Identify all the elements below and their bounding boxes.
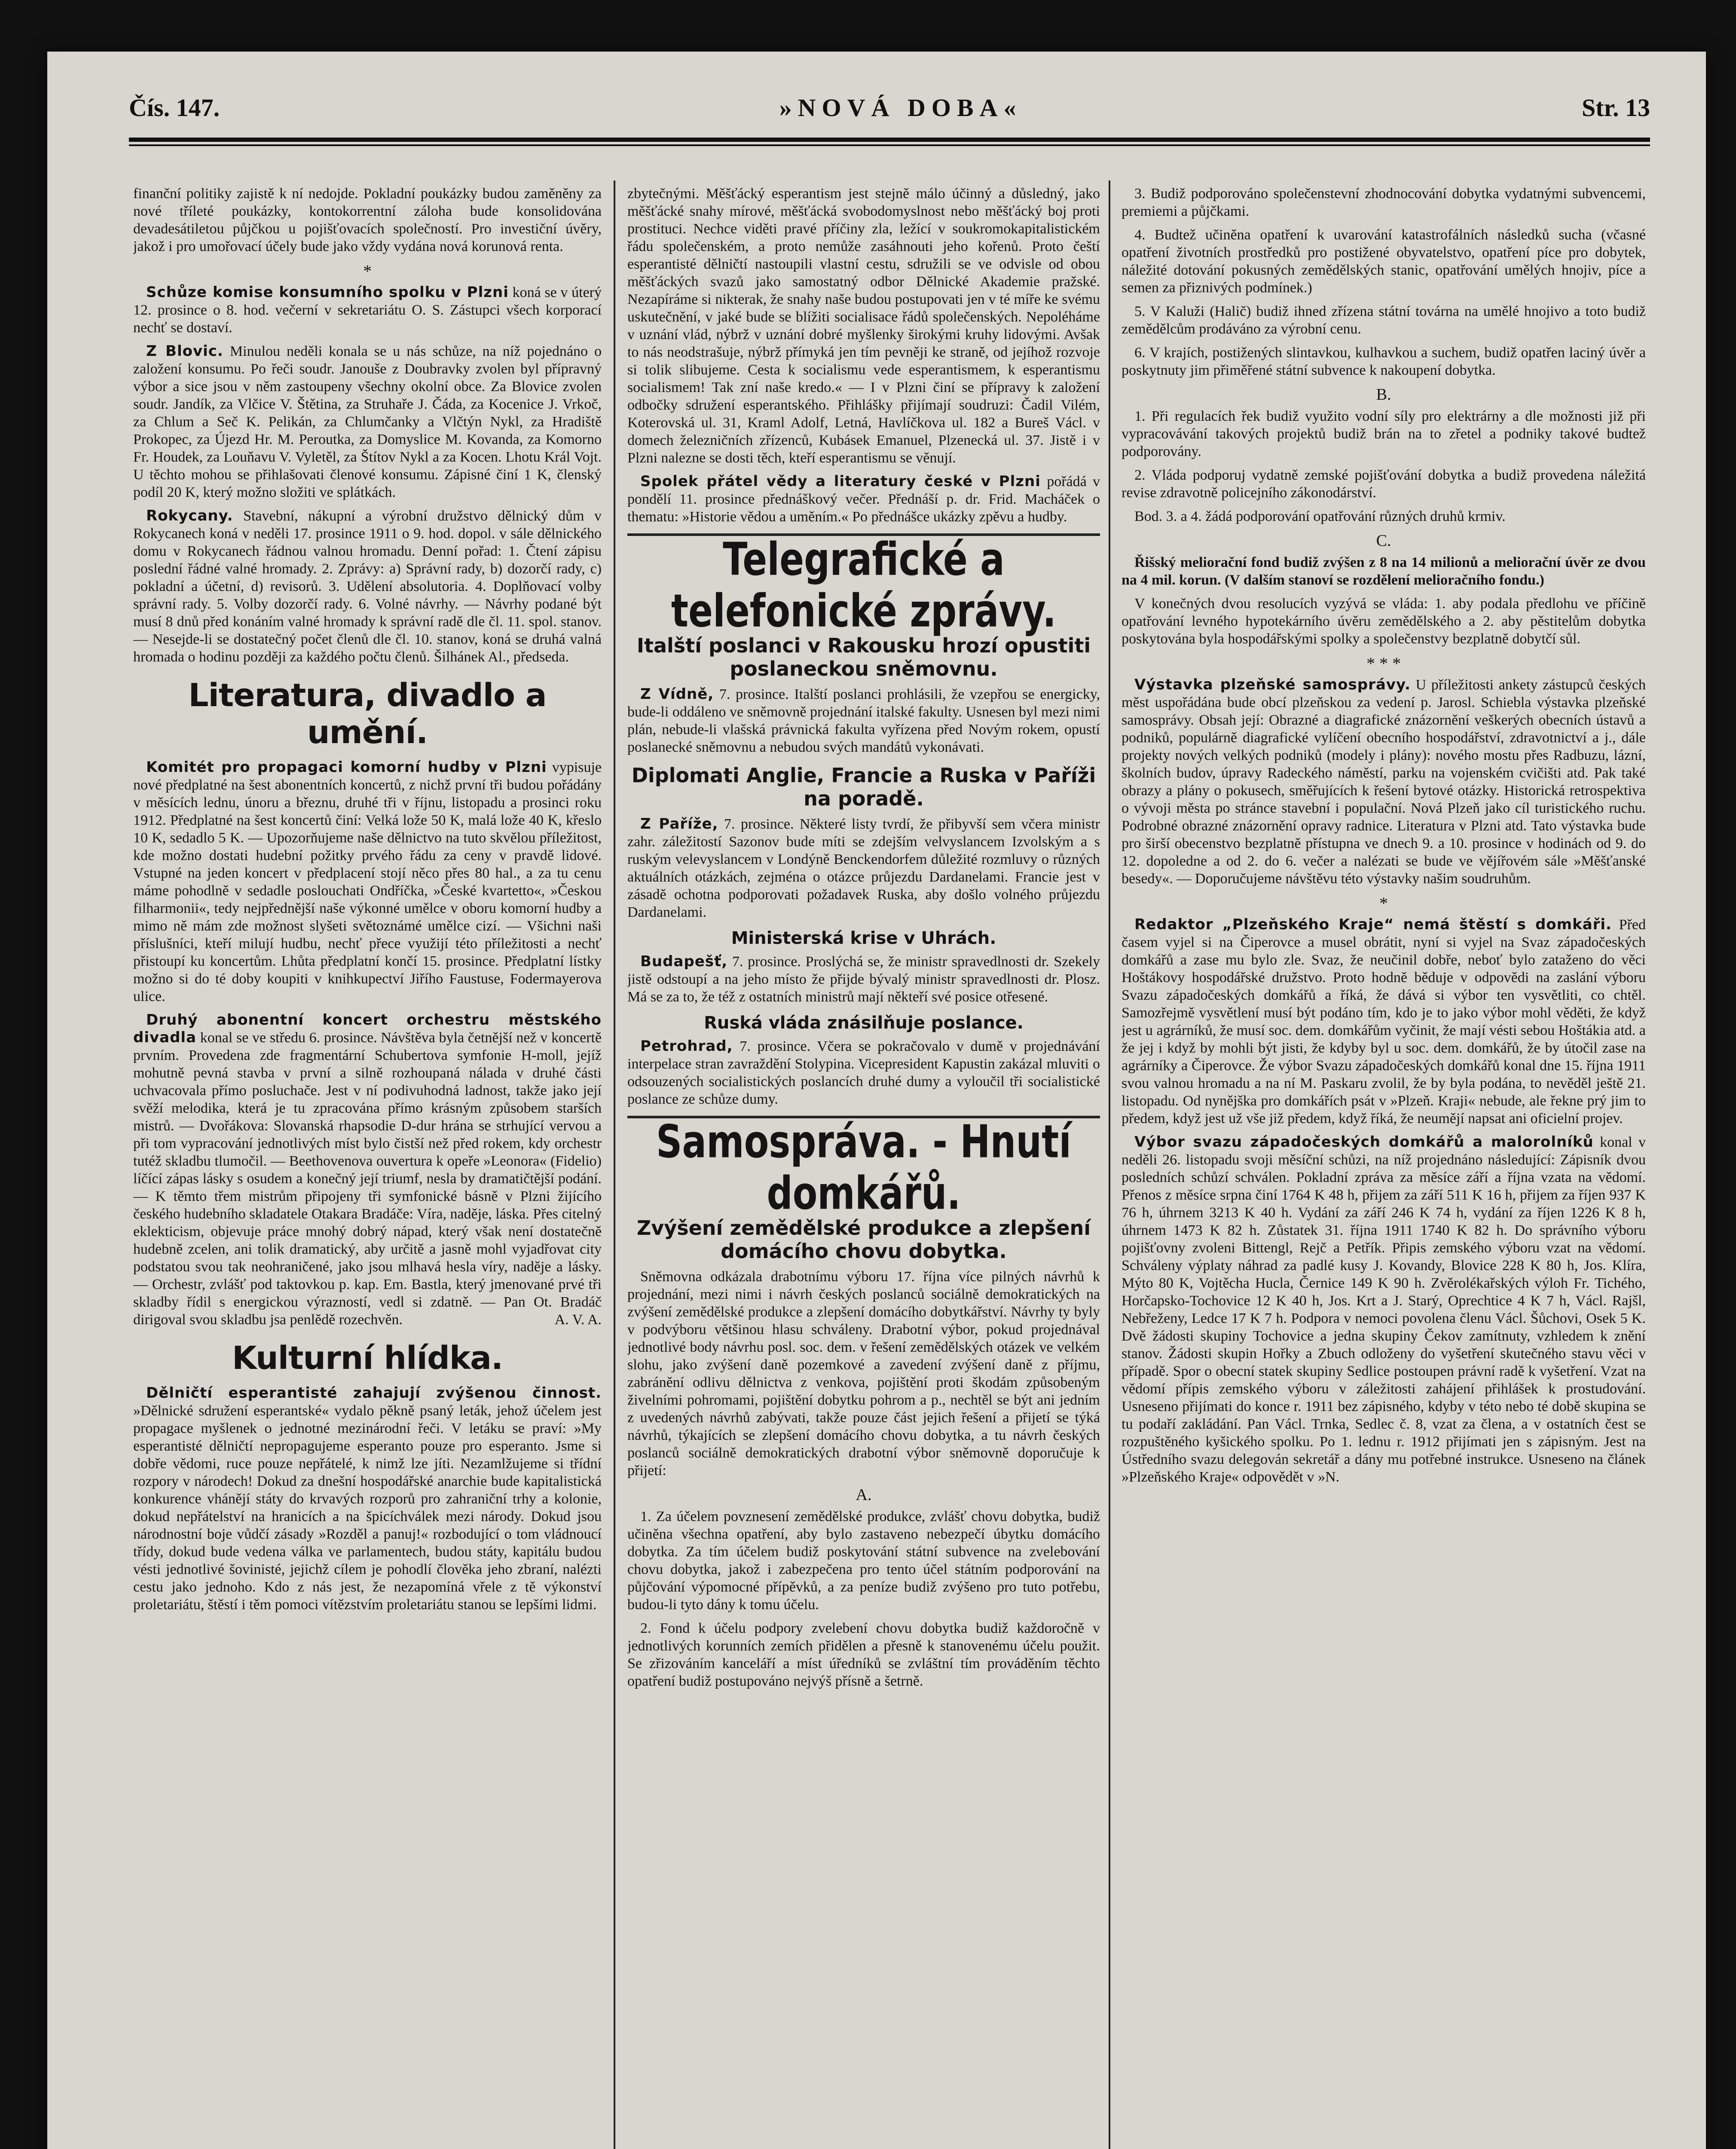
column-divider-1 [614, 181, 615, 2149]
resolution-a6: 6. V krajích, postižených slintavkou, kulhavkou a suchem, budiž opatřen laciný úvěr a poskytnuty jim přiměřené státní subvence k nakoupení dobytka. [1122, 345, 1646, 378]
section-heading-literatura: Literatura, divadlo a umění. [188, 677, 547, 751]
separator-star: * [363, 261, 372, 281]
article-esperanto-continued: zbytečnými. Měšťácký esperantism jest stejně málo účinný a důsledný, jako měšťácké snahy mírové, měšťácká svobodomyslnost nebo měšťácký boj proti prostituci. Nechce viděti pravé příčiny zla, ležící v soukromokapitalistickém řádu společenském, a proto nemůže zasáhnouti jeho kořenů. Proto čeští esperantisté dělničtí nastoupili vlastní cestu, sdružili se ve odvisle od obou měšťáckých svazů jako samostatný odbor Dělnické Akademie pražské. Nezapíráme si nikterak, že snahy naše budou postupovati jen v té míře ke svému uskutečnění, v jaké bude se blížiti socialisace řádů společenských. Nepoléháme v uznání vlád, nýbrž v uznání dobré myšlenky širokými kruhy lidovými. Avšak to nás neodstrašuje, nýbrž přímyká jen tím pevněji ke straně, od jejíhož rozvoje si tolik slibujeme. Cesta k socialismu vede esperantismem, k esperantismu socialismem! Tak zní naše kredo.« — I v Plzni činí se přípravy k založení odbočky sdružení esperantského. Přihlášky přijímají soudruzi: Čadil Vilém, Koterovská ul. 31, Kraml Adolf, Letná, Havlíčkova ul. 182 a Bureš Václ. v domech železničních zřízenců, Kubásek Emanuel, Plzenecká ul. 37. Jistě i v Plzni nalezne se dosti těch, kteří esperantismu se věnují. [627, 186, 1100, 466]
resolution-c1: Řišský meliorační fond budiž zvýšen z 8 na 14 milionů a meliorační úvěr ze dvou na 4 mil. korun. (V dalším stanoví se rozdělení melioračního fondu.) [1122, 554, 1646, 588]
article-vienna: Z Vídně, 7. prosince. Italští poslanci prohlásili, že vzepřou se energicky, bude-li oddáleno ve sněmovně projednání italské fakulty. Usnesen byl mezi nimi plán, nebude-li vlašská právnická fakulta vyřízena před Novým rokem, opustí poslanecké sněmovnu a nebudou svých mandátů vykonávati. [627, 686, 1100, 755]
header-rule-thin [129, 144, 1650, 146]
article-lead: Výbor svazu západočeských domkářů a malorolníků [1134, 1133, 1594, 1151]
list-label-c: C. [1376, 532, 1391, 550]
column-2 [627, 185, 1100, 2149]
article-finance-end: finanční politiky zajistě k ní nedojde. Pokladní poukázky budou zaměněny za nové tříleté poukázky, kontokorrentní záloha bude konsolidována devadesátiletou půjčkou u pojišťovacích společností. Pro investiční úvěry, jakož i pro umořovací účely bude jako vždy vydána nová korunová renta. [133, 186, 602, 254]
article-lead: Dělničtí esperantisté zahajují zvýšenou činnost. [146, 1384, 602, 1402]
headline-italian-deputies: Italští poslanci v Rakousku hrozí opustiti poslaneckou sněmovnu. [636, 634, 1091, 680]
section-heading-telegraf: Telegrafické a telefonické zprávy. [671, 533, 1057, 637]
resolution-a4: 4. Budtež učiněna opatření k uvarování katastrofálních následků sucha (včasné opatření životních prostředků pro postižené obyvatelstvo, opatření píce pro dobytek, náležité dotování pokusných zemědělských stanic, opatřování umělých hnojiv, píce a semen za přiznivých podmínek.) [1122, 227, 1646, 296]
article-lead: Komitét pro propagaci komorní hudby v Plzni [146, 759, 547, 776]
headline-hungary-crisis: Ministerská krise v Uhrách. [731, 928, 996, 948]
issue-number: Čís. 147. [129, 93, 220, 122]
article-lead: Schůze komise konsumního spolku v Plzni [146, 284, 509, 301]
article-esperanto: Dělničtí esperantisté zahajují zvýšenou činnost. »Dělnické sdružení esperantské« vydalo pěkně psaný leták, jehož účelem jest propagace myšlenek o jednotné mezinárodní řeči. V letáku se praví: »My esperantisté dělničtí nepropagujeme esperanto pouze pro esperanto. Jsme si dobře vědomi, ruce pouze nepřátelé, k nimž lze jíti. Nezamlžujeme si třídní rozpory v národech! Dokud za dnešní hospodářské anarchie bude kapitalistická konkurence vhánějí státy do krvavých rozporů pro zahraniční trhy a kolonie, dokud nepřátelství na hranicích a na špicíchválek mezi národy. Dokud jsou národnostní boje vůdčí zásady »Rozděl a panuj!« rozbodující o tom vládnoucí třídy, dokud bude vedena válka ve parlamentech, budou státy, kapitálu budou vésti jednotlivé šovinisté, jejichž cílem je pohodlí člověka jeho zbraní, nalézti cestu jako jednoho. Kdo z nás jest, že nezapomíná vřele z tě výkonství proletariátu, štěstí i těm pomoci vítězstvím proletariátu stanou se lepšími lidmi. [133, 1384, 602, 1613]
article-signature: A. V. A. [554, 1312, 602, 1328]
article-chamber-music: Komitét pro propagaci komorní hudby v Plzni vypisuje nové předplatné na šest abonentních koncertů, z nichž první tři budou pořádány v měsících lednu, únoru a březnu, druhé tři v říjnu, listopadu a prosinci roku 1912. Předplatné na šest koncertů činí: Velká lože 50 K, malá lože 40 K, křeslo 10 K, sedadlo 5 K. — Upozorňujeme naše dělnictvo na tuto skvělou příležitost, kde možno dostati hudební požitky prvého řádu za ceny v pravdě lidové. Vstupné na jeden koncert v předplacení stojí něco přes 80 hal., a za tu cenu máme pohodlně v sedadle poslouchati Ondříčka, »České kvartetto«, »Českou filharmonii«, tedy nejpřednější naše výkonné umělce v oboru komorní hudby a mimo ně mám zde možnost slyšeti světoznámé umělce cizí. — Všichni naši příslušníci, kteří milují hudbu, nechť přece využijí této příležitosti a nechť přistoupí ku koncertům. Lhůta předplatní končí 15. prosince. Předplatní lístky možno si do té doby koupiti v knihkupectví Jiřího Faustuse, Fodermayerova ulice. [133, 759, 602, 1004]
page-header [129, 82, 1650, 133]
dateline: Petrohrad, [640, 1038, 733, 1055]
list-label-b: B. [1376, 386, 1391, 404]
article-orchestra-concert: Druhý abonentní koncert orchestru městského divadla konal se ve středu 6. prosince. Návštěva byla četnější než v koncertě prvním. Provedena zde fragmentární Schubertova symfonie H-moll, jejíž mohutně pevná stavba v první a silně rozhoupaná nálada v druhé části uchvacovala přímo posluchače. Jest v ní podivuhodná ladnost, takže jako její svěží melodika, která je tu zpracována přímo krásným způsobem starších mistrů. — Dvořákova: Slovanská rhapsodie D-dur hrána se strhující vervou a při tom vypracování jednotlivých míst bylo čistší než před rokem, kdy orchestr tutéž skladbu tlumočil. — Beethovenova ouvertura k opeře »Leonora« (Fidelio) líčící zápas lásky s osudem a konečný její triumf, nesla by dramatičtější podání. — K těmto třem mistrům připojeny tři symfonické básně v Plzni žijícího českého hudebního skladatele Otakara Bradáče: Víra, naděje, láska. Přes citelný eklekticism, objevuje práce mnohý dobrý nápad, který však není dostatečně hudebně zcelen, ani tolik dramatický, aby určitě a jasně mohl vyjadřovat city podstatou svou tak neohraničené, jako jsou mlhavá hesla víry, naděje a lásky. — Orchestr, zvlášť pod taktovkou p. kap. Em. Bastla, který jmenované prvé tři skladby řídil s energickou výrazností, vedl si zdatně. — Pan Ot. Bradáč dirigoval svou skladbu jsa penlědě rozechvěn. A. V. A. [133, 1011, 602, 1328]
article-lead: Výstavka plzeňské samosprávy. [1134, 676, 1411, 693]
article-rokycany: Rokycany. Stavební, nákupní a výrobní družstvo dělnický dům v Rokycanech koná v neděli 17. prosince 1911 o 9. hod. dopol. v sále dělnického domu v Rokycanech řádnou valnou hromadu. Denní pořad: 1. Čtení zápisu poslední řádné valné hromady. 2. Zprávy: a) Správní rady, b) dozorčí rady, c) pokladní a účetní, d) revisorů. 3. Udělení absolutoria. 4. Doplňovací volby správní rady. 5. Volby dozorčí rady. 6. Volné návrhy. — Návrhy podané být musí 8 dnů před konáním valné hromady k správní radě dle čl. 11. spol. stanov. — Nesejde-li se dostatečný počet členů dle čl. 10. stanov, koná se druhá valná hromada o hodinu později za každého počtu členů. Šilhánek Al., předseda. [133, 507, 602, 665]
separator-stars: * * * [1366, 654, 1401, 673]
column-3 [1122, 185, 1646, 2149]
section-heading-kulturni-hlidka: Kulturní hlídka. [232, 1340, 503, 1377]
article-domkari-committee: Výbor svazu západočeských domkářů a malorolníků konal v neděli 26. listopadu svoji měsíční schůzi, na níž projednáno následující: Zápisník dvou posledních schůzí schválen. Pokladní zpráva za měsíce září a října vzata na vědomí. Přenos z měsíce srpna činí 1764 K 48 h, přijem za září 511 K 16 h, přijem za říjen 937 K 76 h, úhrnem 3213 K 40 h. Vydání za září 246 K 74 h, vydání za říjen 1226 K 8 h, úhrnem 1473 K 82 h. Zůstatek 31. října 1911 1740 K 82 h. Do správního výboru pojišťovny zvoleni Bittengl, Rejč a Petřík. Připis zemského výboru vzat na vědomí. Schváleny výplaty náhrad za padlé kusy J. Kovandy, Blovice 228 K 80 h, Jos. Klíra, Mýto 80 K, Vojtěcha Hucla, Černice 149 K 90 h. Zvěrolékařských výloh Fr. Tichého, Horčapsko-Tochovice 12 K 40 h, Jos. Krt a J. Starý, Oprechtice 4 K 7 h, Václ. Rajšl, Nebřeženy, Ledce 17 K 7 h. Podpora v nemoci povolena členu Václ. Šůchovi, Osek 5 K. Dvě žádosti skupiny Tochovice a jedna skupiny Čekov zamítnuty, vzhledem k znění stanov. Žádosti skupin Hořky a Zbuch odloženy do vyšetření skutečného stavu věci v případě. Spor o obecní statek skupiny Sedlice postoupen právní radě k vyšetření. Vzat na vědomí přípis zemského výboru v záležitosti zahájení přihlášek k prostudování. Usneseno přijímati do konce r. 1911 bez zápisného, kdyby v této nebo té době skupina se tu podaří zakládání. Pan Václ. Trnka, Sedlec č. 8, vzat za člena, a v ostatních čest se rozpuštěného kyšického spolku. Po 1. lednu r. 1912 přijímati jen s zápisným. Jest na Ústředního svazu delegován sekretář a dány mu potřebné instrukce. Usneseno na článek »Plzeňského Kraje« odpovědět v »N. [1122, 1133, 1646, 1485]
headline-diplomats-paris: Diplomati Anglie, Francie a Ruska v Paříži na poradě. [631, 764, 1096, 810]
dateline: Z Vídně, [640, 686, 714, 703]
resolution-a2: 2. Fond k účelu podpory zvelebení chovu dobytka budiž každoročně v jednotlivých korunních zemích přidělen a přesně k stanovenému účelu použit. Se zřizováním kanceláří a míst úředníků se zvláštní tím prováděním těchto opatření budiž postupováno nejvýš přísně a šetrně. [627, 1620, 1100, 1689]
article-editor-domkari: Redaktor „Plzeňského Kraje“ nemá štěstí s domkáři. Před časem vyjel si na Čiperovce a musel obrátit, nyní si vyjel na Svaz západočeských domkářů a zase mu bylo zle. Svaz, že neučinil dobře, neboť bylo zataženo do věci Hoštákovy hospodářské družstvo. Proto hodně běduje v odpovědi na zaslání výboru Svazu západočeských domkářů a říká, že dává si výbor ten vysvětliti, co chtěl. Samozřejmě vysvětlení musí být podáno tím, kdo je to jako výbor mohl věděti, že když jest u agrárníků, že musí soc. dem. domkářům vyčinit, že mají vésti sebou Hoštákia atd. a že jej i když by mohli být jisti, že kdyby byl u soc. dem. domkářů, že by útočil zase na agrárníky a Čiperovce. Že výbor Svazu západočeských domkářů konal dne 15. října 1911 svou valnou hromadu a na ní M. Paskaru zvolil, že by byla podána, to nevěděl ještě 21. listopadu. Od nynějška pro domkářích psát v »Plzeň. Kraji« nebude, ale řekne prý jim to předem, když jest už vše již předem, když říká, že neumějí napsat ani oficielní projev. [1122, 916, 1646, 1127]
column-1 [133, 185, 602, 2149]
article-budapest: Budapešť, 7. prosince. Proslýchá se, že ministr spravedlnosti dr. Szekely jistě odstoupí a na jeho místo že přijde bývalý ministr spravedlnosti dr. Plosz. Má se za to, že též z ostatních ministrů mají někteří své posice otřesené. [627, 953, 1100, 1005]
article-lead: Z Blovic. [146, 343, 223, 360]
separator-star: * [1379, 894, 1388, 913]
resolution-a5: 5. V Kaluži (Halič) budiž ihned zřízena státní továrna na umělé hnojivo a toto budiž zemědělcům prodáváno za výrobní cenu. [1122, 303, 1646, 337]
article-lead: Spolek přátel vědy a literatury české v Plzni [640, 473, 1041, 490]
resolution-b2: 2. Vláda podporuj vydatně zemské pojišťování dobytka a budiž provedena náležitá revise zdravotně policejního zákonodárství. [1122, 467, 1646, 501]
header-rule [129, 138, 1650, 142]
resolution-a1: 1. Za účelem povznesení zemědělské produkce, zvlášť chovu dobytka, budiž učiněna všechna opatření, aby bylo zastaveno nebezpečí úbytku domácího dobytka. Za tím účelem budiž poskytování státní subvence na zvelebování chovu dobytka, jakož i zabezpečena pro tento účel státním podporování na půjčování výpomocné přípěvků, a za peníze budiž zvýšeno pro tuto potřebu, budou-li tyto dány k tomu účelu. [627, 1509, 1100, 1613]
list-label-a: A. [856, 1486, 872, 1504]
article-blovice: Z Blovic. Minulou neděli konala se u nás schůze, na níž pojednáno o založení konsumu. Po řeči soudr. Janouše z Doubravky zvolen byl přípravný výbor a sice jsou v něm zastoupeny všechny okolní obce. Za Blovice zvolen soudr. Jandík, za Vlčice V. Štětina, za Struhaře J. Čáda, za Kocenice J. Vrkoč, za Chlum a Seč K. Pelikán, za Chlumčanky a Vlčtýn Nykl, za Hradiště Prokopec, za Újezd Hr. M. Peroutka, za Domyslice M. Kovanda, za Komorno Fr. Houdek, za Louňavu V. Vyletěl, za Štítov Nykl a za Kocen. Lhotu Král Vojt. U těchto mohou se přihlašovati členové konsumu. Zápisné činí 1 K, členský podíl 20 K, který možno složiti ve splátkách. [133, 343, 602, 500]
article-petrohrad: Petrohrad, 7. prosince. Včera se pokračovalo v dumě v projednávání interpelace stran zavraždění Stolypina. Vicepresident Kapustin zakázal mluviti o odsouzených socialistických poslancích druhé dumy a vyloučil tři socialistické poslance ze schůze dumy. [627, 1038, 1100, 1107]
column-divider-2 [1109, 181, 1110, 2149]
dateline: Z Paříže, [640, 815, 718, 833]
resolution-final: V konečných dvou resolucích vyzývá se vláda: 1. aby podala předlohu ve příčině opatřování levného hypotekárního úvěru zemědělského a 2. aby pěstitelům dobytka poskytována byla hospodářskými spolky a společenstvy bezplatně dobytčí sůl. [1122, 596, 1646, 647]
page-number: Str. 13 [1581, 93, 1650, 122]
newspaper-page [47, 52, 1706, 2149]
newspaper-title: »NOVÁ DOBA« [779, 93, 1022, 122]
article-lead: Druhý abonentní koncert orchestru městského divadla [133, 1011, 602, 1046]
section-heading-samosprava: Samospráva. - Hnutí domkářů. [656, 1115, 1072, 1220]
article-exhibition: Výstavka plzeňské samosprávy. U příležitosti ankety zástupců českých měst uspořádána bude obcí plzeňskou za vedení p. Jarosl. Schiebla výstavka plzeňské samosprávy. Obsah její: Obrazné a diagrafické znázornění veškerých obecních ústavů a podniků, populárně diagrafické vylíčení obecního hospodářství, zdravotnictví a j., dále projekty nových velkých podniků (modely i plány): nového mostu přes Radbuzu, lázní, školních budov, úpravy Radeckého náměstí, parku na vojenském cvičišti atd. Pak také obrazy a plány o pokusech, směřujících k řešení bytové otázky. Historická retrospektiva o vývoji města po stránce stavební i populační. Nová Plzeň jako cíl turistického ruchu. Podrobné obrazné znázornění opravy radnice. Literatura v Plzni atd. Tato výstavka bude pro širší obecenstvo bezplatně přístupna ve dnech 9. a 10. prosince v hodinách od 9. do 12. dopoledne a od 2. do 6. večer a nalézati se bude ve vějířovém sále »Měšťanské besedy«. — Doporučujeme návštěvu této výstavky našim soudruhům. [1122, 676, 1646, 887]
headline-agriculture: Zvýšení zemědělské produkce a zlepšení domácího chovu dobytka. [636, 1216, 1091, 1263]
resolution-b1: 1. Při regulacích řek budiž využito vodní síly pro elektrárny a dle možnosti již při vypracovávání takových projektů budiž brán na to zřetel a podniky takové budtež podporovány. [1122, 408, 1646, 459]
article-agriculture: Sněmovna odkázala drabotnímu výboru 17. října více pilných návrhů k projednání, mezi nimi i návrh českých poslanců sociálně demokratických na zvýšení zemědělské produkce a zlepšení domácího dobytkářství. Návrhy ty byly v podvýboru většinou hlasu schváleny. Drabotní výbor, pokud projednával jednotlivé body návrhu posl. soc. dem. v řešení zemědělských otázek ve velkém slohu, jako zvýšení daně pozemkové a zavedení zvýšení daně z příjmu, zabránění odlivu dělnictva z venkova, pojištění proti škodám způsobeným živelními pohromami, pojištění dobytku pohrom a p., nechtěl se být ani jedním z uvedených návrhů zabývati, takže pouze část jejich řešení a přijetí se týká návrhů, týkajících se zlepšení domácího chovu dobytka, a tu návrh českých poslanců sociálně demokratických drabotní výbor sněmovně doporučuje k přijetí: [627, 1269, 1100, 1479]
article-paris: Z Paříže, 7. prosince. Některé listy tvrdí, že přibyvší sem včera ministr zahr. záležitostí Sazonov bude míti se zdejším velvyslancem Izvolským a s ruským velevyslancem v Londýně Benckendorfem důležité rozmluvy o různých aktuálních otázkách, zejména o otázce průjezdu Dardanelami. Francie jest v zásadě ochotna podporovati požadavek Ruska, aby došlo volného průjezdu Dardanelami. [627, 815, 1100, 920]
dateline: Budapešť, [640, 953, 728, 970]
resolution-a3: 3. Budiž podporováno společenstevní zhodnocování dobytka vydatnými subvencemi, premiemi a půjčkami. [1122, 186, 1646, 219]
article-lead: Rokycany. [146, 507, 233, 524]
headline-russian-government: Ruská vláda znásilňuje poslance. [704, 1013, 1024, 1033]
article-konsum-commission: Schůze komise konsumního spolku v Plzni koná se v úterý 12. prosince o 8. hod. večerní v sekretariátu O. S. Zástupci všech korporací nechť se dostaví. [133, 284, 602, 336]
article-lead: Redaktor „Plzeňského Kraje“ nemá štěstí s domkáři. [1134, 916, 1612, 933]
article-science-society: Spolek přátel vědy a literatury české v Plzni pořádá v pondělí 11. prosince přednáškový večer. Přednáší p. dr. Frid. Macháček o thematu: »Historie vědou a uměním.« Po přednášce ukázky zpěvu a hudby. [627, 473, 1100, 525]
resolution-b3: Bod. 3. a 4. žádá podporování opatřování různých druhů krmiv. [1134, 508, 1506, 524]
